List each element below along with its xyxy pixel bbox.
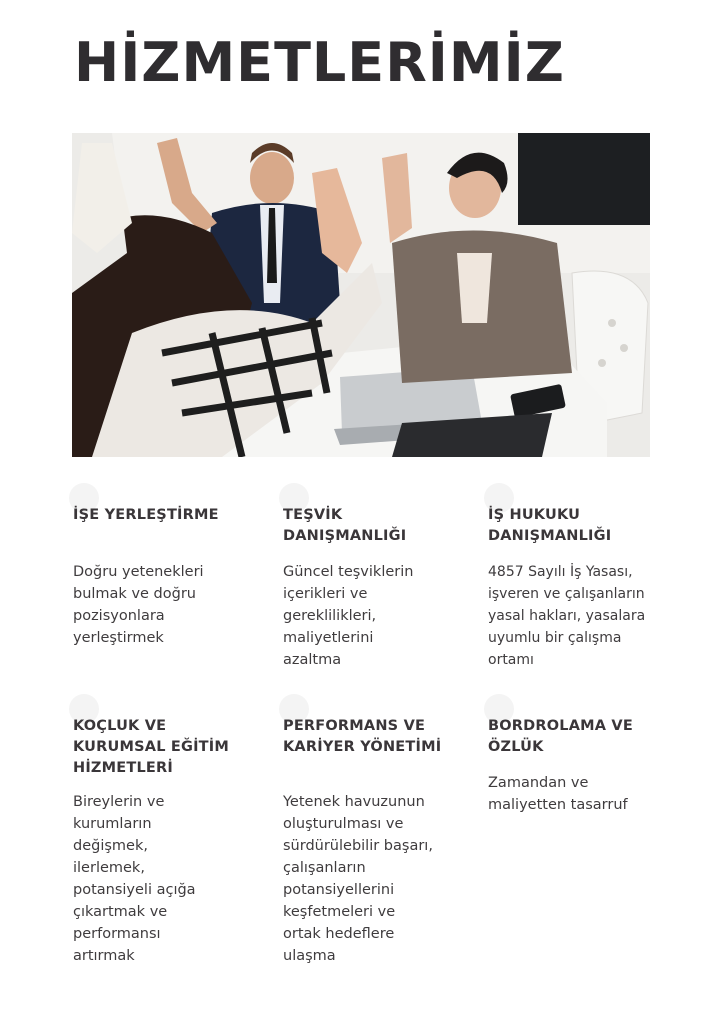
service-title [488, 505, 668, 547]
service-description-line: azaltma [283, 652, 342, 668]
service-title-line: İŞE YERLEŞTİRME [73, 507, 219, 523]
service-ise-yerlestirme [73, 505, 253, 646]
service-title-line: PERFORMANS VE [283, 718, 426, 734]
service-title [73, 505, 253, 526]
service-description-line: potansiyeli açığa [73, 882, 196, 898]
service-description-line: Zamandan ve [488, 775, 589, 791]
service-description-line: performansı [73, 926, 161, 942]
service-title-line: ÖZLÜK [488, 739, 544, 755]
service-description-line: ilerlemek, [73, 860, 145, 876]
service-description-line: Yetenek havuzunun [283, 794, 425, 810]
service-description-line: pozisyonlara [73, 608, 165, 624]
service-description-line: içerikleri ve [283, 586, 368, 602]
service-title-line: BORDROLAMA VE [488, 718, 633, 734]
service-title-line: İŞ HUKUKU [488, 507, 581, 523]
service-description-line: artırmak [73, 948, 135, 964]
service-title-line: KURUMSAL EĞİTİM [73, 739, 229, 755]
service-description-line: maliyetten tasarruf [488, 797, 628, 813]
service-description-line: 4857 Sayılı İş Yasası, [488, 564, 633, 580]
page-title: HİZMETLERİMİZ [74, 31, 565, 94]
service-description [488, 772, 688, 816]
service-description-line: yerleştirmek [73, 630, 164, 646]
service-title-line: TEŞVİK [283, 507, 343, 523]
service-title-line: KOÇLUK VE [73, 718, 167, 734]
service-description-line: sürdürülebilir başarı, [283, 838, 433, 854]
service-description-line: kurumların [73, 816, 152, 832]
service-performans-kariyer [283, 716, 463, 964]
service-description-line: bulmak ve doğru [73, 586, 196, 602]
service-description-line: maliyetlerini [283, 630, 374, 646]
service-description-line: oluşturulması ve [283, 816, 404, 832]
service-description-line: ulaşma [283, 948, 336, 964]
service-description-line: ortamı [488, 652, 534, 668]
service-title-line: KARİYER YÖNETİMİ [283, 739, 442, 755]
service-description-line: Güncel teşviklerin [283, 564, 414, 580]
service-description [488, 561, 718, 671]
service-bordrolama-ozluk [488, 716, 668, 813]
service-description-line: çalışanların [283, 860, 366, 876]
hero-photo [72, 133, 650, 457]
service-description-line: çıkartmak ve [73, 904, 168, 920]
service-title [488, 716, 668, 758]
service-description [73, 791, 263, 967]
service-title [283, 505, 463, 547]
service-description [283, 791, 478, 967]
service-title-line: DANIŞMANLIĞI [488, 528, 612, 544]
service-title-line: DANIŞMANLIĞI [283, 528, 407, 544]
service-description-line: ortak hedeflere [283, 926, 395, 942]
service-title-line: HİZMETLERİ [73, 760, 173, 776]
service-description-line: Bireylerin ve [73, 794, 165, 810]
service-title [73, 716, 253, 779]
team-high-five-photo-icon [72, 133, 650, 457]
service-description-line: işveren ve çalışanların [488, 586, 645, 602]
service-description-line: yasal hakları, yasalara [488, 608, 646, 624]
service-description-line: değişmek, [73, 838, 148, 854]
service-tesvik-danismanligi [283, 505, 463, 668]
service-title [283, 716, 463, 758]
service-description-line: uyumlu bir çalışma [488, 630, 622, 646]
service-description-line: keşfetmeleri ve [283, 904, 396, 920]
service-description-line: potansiyellerini [283, 882, 395, 898]
service-is-hukuku-danismanligi [488, 505, 668, 668]
service-description [73, 561, 263, 649]
service-description-line: Doğru yetenekleri [73, 564, 204, 580]
service-kocluk-kurumsal-egitim [73, 716, 253, 964]
service-description-line: gereklilikleri, [283, 608, 377, 624]
service-description [283, 561, 473, 671]
